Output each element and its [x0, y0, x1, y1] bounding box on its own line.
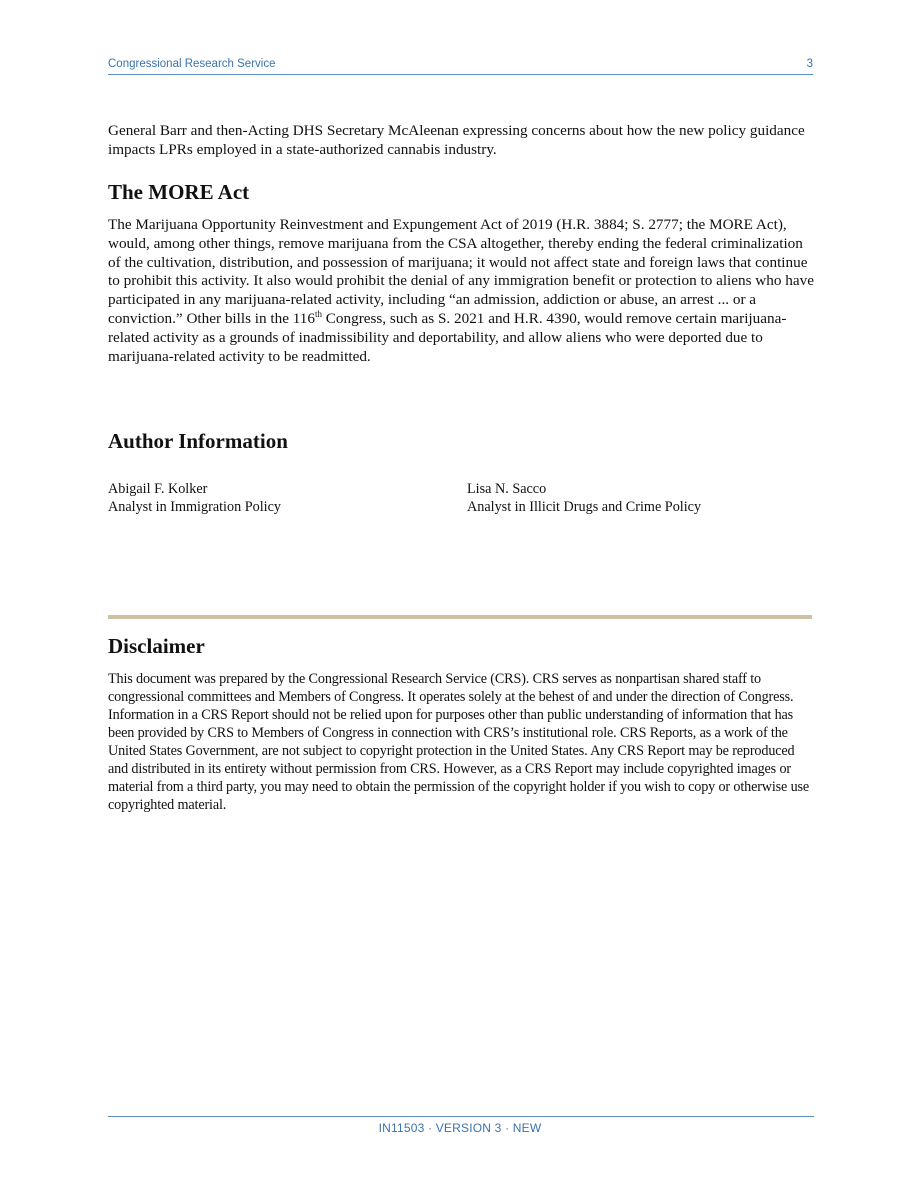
more-act-heading: The MORE Act: [108, 180, 250, 204]
more-act-text-part2: Congress, such as S. 2021 and H.R. 4390, would remove certain marijuana-related activity as a grounds of inadmissibility and deportability, and allow aliens who were deported due to marijuana-related activity to be readmitted.: [108, 309, 787, 365]
intro-paragraph: General Barr and then-Acting DHS Secretary McAleenan expressing concerns about how the new policy guidance impacts LPRs employed in a state-authorized cannabis industry.: [108, 122, 805, 158]
author-name: Abigail F. Kolker: [108, 481, 208, 497]
author-block: [108, 481, 281, 516]
author-name: Lisa N. Sacco: [467, 481, 547, 497]
header-org-name: Congressional Research Service: [108, 58, 276, 70]
author-title: Analyst in Immigration Policy: [108, 498, 281, 515]
page-number: 3: [806, 58, 813, 70]
disclaimer-paragraph: This document was prepared by the Congressional Research Service (CRS). CRS serves as nonpartisan shared staff to congressional committees and Members of Congress. It operates solely at the behest of and under the direction of Congress. Information in a CRS Report should not be relied upon for purposes other than public understanding of information that has been provided by CRS to Members of Congress in connection with CRS’s institutional role. CRS Reports, as a work of the United States Government, are not subject to copyright protection in the United States. Any CRS Report may be reproduced and distributed in its entirety without permission from CRS. However, as a CRS Report may include copyrighted images or material from a third party, you may need to obtain the permission of the copyright holder if you wish to copy or otherwise use copyrighted material.: [108, 671, 810, 813]
more-act-paragraph: [108, 216, 814, 366]
section-divider: [108, 615, 812, 619]
disclaimer-heading: Disclaimer: [108, 634, 205, 658]
author-information-heading: Author Information: [108, 429, 288, 453]
author-title: Analyst in Illicit Drugs and Crime Policy: [467, 498, 702, 515]
page-header: [108, 56, 813, 75]
ordinal-superscript: th: [314, 308, 322, 319]
footer-report-id: IN11503 · VERSION 3 · NEW: [378, 1121, 542, 1135]
footer-divider: [108, 1116, 814, 1117]
more-act-text-part1: The Marijuana Opportunity Reinvestment and Expungement Act of 2019 (H.R. 3884; S. 2777; the MORE Act), would, among other things, remove marijuana from the CSA altogether, thereby ending the federal criminalization of the cultivation, distribution, and possession of marijuana; it would not affect state and foreign laws that continue to prohibit this activity. It also would prohibit the denial of any immigration benefit or protection to aliens who have participated in any marijuana-related activity, including “an admission, addiction or abuse, an arrest ... or a conviction.” Other bills in the 116: [108, 216, 814, 327]
author-block: [467, 481, 701, 516]
